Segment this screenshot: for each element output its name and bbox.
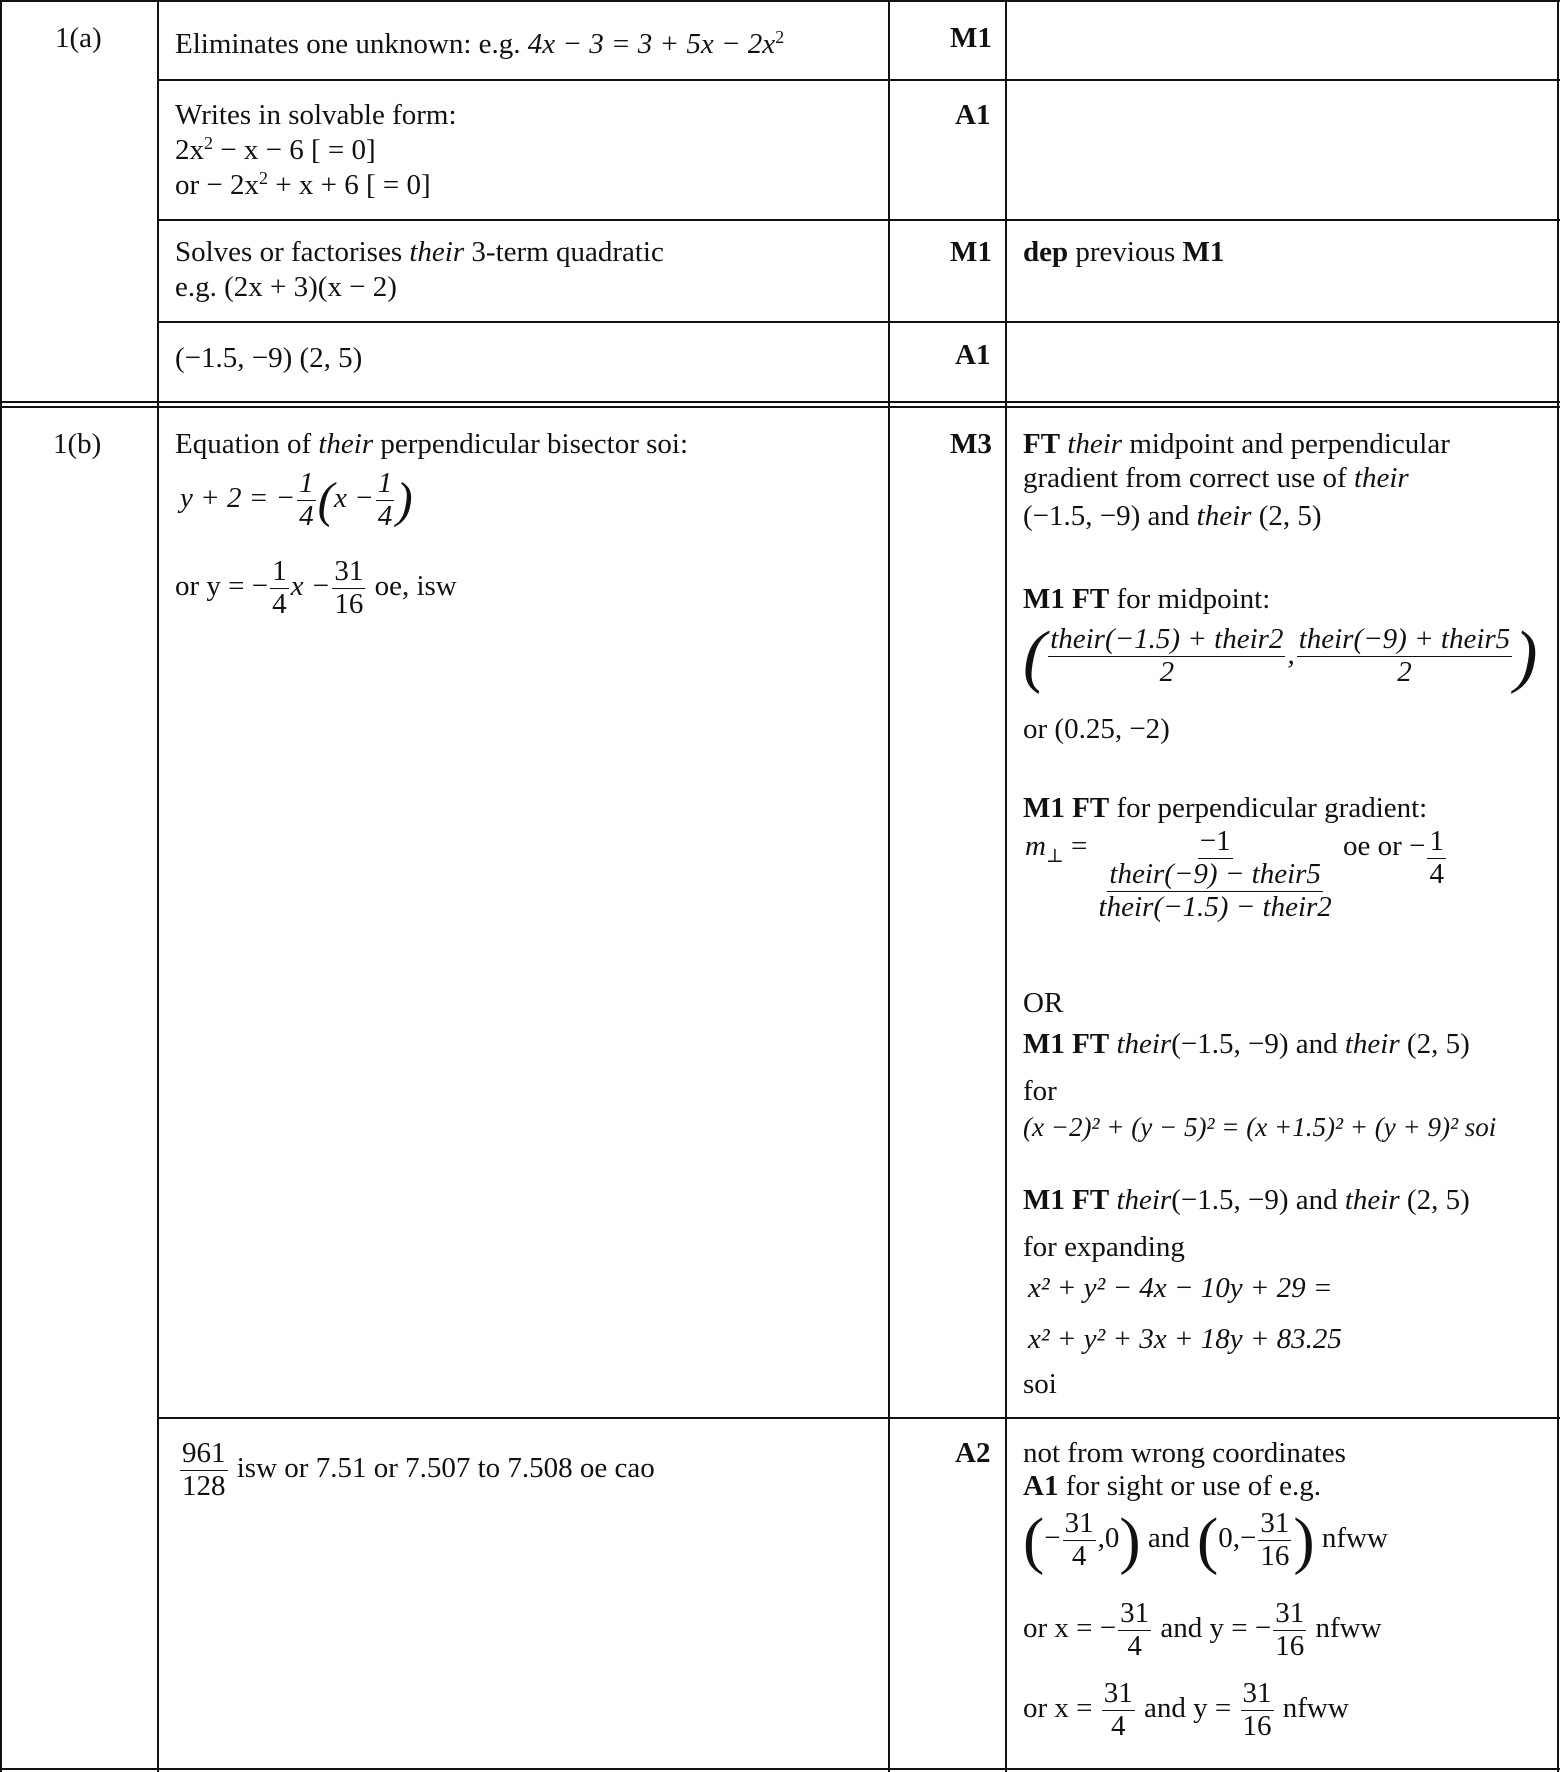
q1b-r2-answer xyxy=(178,1438,655,1503)
q1b-r2-ans-num: 961 xyxy=(182,1437,226,1469)
q1b-r1-eq1-den: 4 xyxy=(299,499,314,532)
q1b-h5-a: or x = xyxy=(1023,1692,1100,1725)
q1b-g3-their: their xyxy=(1196,500,1252,532)
q1a-r1-prefix: Eliminates one unknown: e.g. xyxy=(175,28,528,60)
q1b-r1-eq2-num: 1 xyxy=(272,555,287,587)
q1a-r4-answer: (−1.5, −9) (2, 5) xyxy=(175,342,363,374)
q1b-g14: for expanding xyxy=(1023,1231,1185,1263)
q1b-g11: for xyxy=(1023,1075,1057,1107)
q1b-h5 xyxy=(1023,1678,1349,1743)
q1b-h4-tail: nfww xyxy=(1308,1612,1382,1645)
q1a-r3-guidance-dep: dep xyxy=(1023,236,1069,268)
q1b-g1-rest: midpoint and perpendicular xyxy=(1122,428,1450,460)
q1b-h4-a: or x = − xyxy=(1023,1612,1117,1645)
q1b-r1-eq1-num: 1 xyxy=(299,467,314,499)
q1b-h4-mid: and y = − xyxy=(1153,1612,1272,1645)
q1b-g8-m: m xyxy=(1025,830,1046,862)
q1b-g5-num2: their(−9) + their5 xyxy=(1298,623,1511,656)
q1b-r1-line1 xyxy=(175,428,688,461)
q1a-r3-guidance xyxy=(1023,236,1224,269)
q1b-h2-rest: for sight or use of e.g. xyxy=(1058,1470,1322,1502)
q1b-g3-mid: and xyxy=(1140,500,1197,532)
q1b-g10-a: (−1.5, −9) xyxy=(1171,1028,1289,1060)
q1b-h5-den2: 16 xyxy=(1242,1709,1272,1742)
q1b-h3-num1: 31 xyxy=(1064,1507,1094,1539)
q1b-g13-mid: and xyxy=(1288,1184,1345,1216)
rule-bottom xyxy=(0,1768,1560,1770)
rule-1a-r3 xyxy=(157,321,1560,323)
q1b-h4 xyxy=(1023,1598,1382,1663)
q1b-h5-tail: nfww xyxy=(1275,1692,1349,1725)
q1b-h3-tail: nfww xyxy=(1314,1522,1388,1555)
q1b-r1-eq1: y + 2 = − $\frac{1}{4}$ (x − $\frac{1}{4}$ ) xyxy=(180,467,413,532)
q1b-g3-b: (2, 5) xyxy=(1251,500,1322,532)
q1b-h5-num1: 31 xyxy=(1103,1677,1133,1709)
q1a-r2-line2-b: − x − 6 [ = 0] xyxy=(212,134,376,166)
q1b-g13-b: M1 FT xyxy=(1023,1184,1110,1216)
q1b-g8-gradient xyxy=(1025,825,1448,924)
q1b-g3-a: (−1.5, −9) xyxy=(1023,500,1141,532)
q1b-g10-mid: and xyxy=(1288,1028,1345,1060)
q1a-r1-answer xyxy=(175,28,784,61)
q1b-h5-num2: 31 xyxy=(1242,1677,1272,1709)
q1a-r3-guidance-mid: previous xyxy=(1068,236,1183,268)
q1b-r1-eq2-num2: 31 xyxy=(334,555,364,587)
q1b-g2 xyxy=(1023,462,1409,495)
q1b-r1-eq1-num2: 1 xyxy=(377,467,393,499)
q1b-h3: (− $\frac{31}{4}$ ,0) and (0,− $\frac{31}{16}$ ) nfww xyxy=(1023,1504,1388,1576)
q1b-g1 xyxy=(1023,428,1450,461)
q1b-g8-sub: ⊥ xyxy=(1045,845,1064,867)
q1b-h3-num2: 31 xyxy=(1260,1507,1290,1539)
rule-col3 xyxy=(1005,0,1007,1772)
rule-col1 xyxy=(157,0,159,1772)
q1b-g8-top: −1 xyxy=(1199,825,1231,857)
q1b-h4-den2: 16 xyxy=(1275,1629,1305,1662)
q1b-g16: x² + y² + 3x + 18y + 83.25 xyxy=(1028,1323,1342,1355)
q1b-g3 xyxy=(1023,500,1322,533)
rule-1b-r1 xyxy=(157,1417,1560,1419)
q1b-g13-a: (−1.5, −9) xyxy=(1171,1184,1289,1216)
rule-left xyxy=(0,0,2,1772)
q1b-g8-tail: oe or − xyxy=(1343,830,1426,862)
q1b-g13 xyxy=(1023,1184,1470,1217)
q1b-h3-den1: 4 xyxy=(1071,1539,1087,1572)
q1a-r3-guidance-m1: M1 xyxy=(1182,236,1225,268)
q1a-r2-line3-sup: 2 xyxy=(259,168,268,189)
q1b-r1-eq1-den2: 4 xyxy=(377,499,393,532)
q1b-g8-fnum: 1 xyxy=(1429,825,1444,857)
q1b-g1-ft: FT xyxy=(1023,428,1061,460)
q1b-h5-den1: 4 xyxy=(1111,1709,1126,1742)
q1b-g15: x² + y² − 4x − 10y + 29 = xyxy=(1028,1272,1333,1304)
q1b-r1-line1-i: their xyxy=(318,428,374,460)
q1a-r4-mark: A1 xyxy=(955,339,991,371)
rule-section-b xyxy=(0,406,1560,408)
q1b-g6: or (0.25, −2) xyxy=(1023,713,1170,745)
q1b-g5-den1: 2 xyxy=(1159,656,1175,689)
q1b-r2-mark: A2 xyxy=(955,1437,991,1469)
q1b-g10-c: (2, 5) xyxy=(1399,1028,1470,1060)
q1b-r1-eq2-tail: oe, isw xyxy=(367,570,457,603)
question-label-1a: 1(a) xyxy=(55,22,102,54)
q1b-h1: not from wrong coordinates xyxy=(1023,1437,1346,1469)
q1b-g8-num: their(−9) − their5 xyxy=(1109,857,1321,890)
q1b-g10-their2: their xyxy=(1344,1028,1400,1060)
q1a-r3-line1 xyxy=(175,236,664,269)
q1b-g7-b: M1 FT xyxy=(1023,792,1110,824)
q1b-h2 xyxy=(1023,1470,1321,1503)
rule-1a-r1 xyxy=(157,79,1560,81)
rule-right xyxy=(1557,0,1559,1772)
rule-top xyxy=(0,0,1560,2)
q1b-r1-eq1-x: x − xyxy=(334,482,374,515)
q1a-r2-line3-b: + x + 6 [ = 0] xyxy=(268,169,431,201)
q1a-r1-eq: 4x − 3 = 3 + 5x − 2x xyxy=(527,28,776,60)
q1b-h5-mid: and y = xyxy=(1136,1692,1239,1725)
q1a-r3-line1-a: Solves or factorises xyxy=(175,236,410,268)
q1a-r3-line1-i: their xyxy=(409,236,465,268)
q1b-g10-b: M1 FT xyxy=(1023,1028,1110,1060)
q1b-g7-rest: for perpendicular gradient: xyxy=(1109,792,1428,824)
q1b-g9: OR xyxy=(1023,987,1064,1019)
rule-section-a xyxy=(0,401,1560,403)
q1b-g8-fden: 4 xyxy=(1429,857,1444,890)
q1b-g4-b: M1 FT xyxy=(1023,583,1110,615)
rule-col2 xyxy=(888,0,890,1772)
q1b-r1-eq2-a: or y = − xyxy=(175,570,269,603)
q1b-g4-rest: for midpoint: xyxy=(1109,583,1271,615)
q1b-g1-their: their xyxy=(1067,428,1123,460)
question-label-1b: 1(b) xyxy=(53,428,102,460)
q1b-g5-num1: their(−1.5) + their2 xyxy=(1050,623,1284,656)
q1b-g10-their: their xyxy=(1109,1028,1172,1060)
q1b-r1-eq2-x: x − xyxy=(290,570,331,603)
q1b-h3-mid: and xyxy=(1140,1522,1197,1555)
q1a-r2-line1: Writes in solvable form: xyxy=(175,99,457,131)
q1b-g13-their2: their xyxy=(1344,1184,1400,1216)
q1b-r1-eq2-den: 4 xyxy=(272,587,287,620)
q1b-h4-num1: 31 xyxy=(1120,1597,1150,1629)
q1a-r1-sup: 2 xyxy=(775,27,785,48)
q1b-g2-their: their xyxy=(1353,462,1409,494)
q1b-r1-eq2-den2: 16 xyxy=(334,587,364,620)
q1b-r2-ans-den: 128 xyxy=(182,1469,226,1502)
q1a-r1-mark: M1 xyxy=(950,22,992,54)
q1b-g5-den2: 2 xyxy=(1397,656,1412,689)
q1a-r2-line3 xyxy=(175,169,431,202)
q1b-g4 xyxy=(1023,583,1270,616)
q1b-r1-mark: M3 xyxy=(950,428,992,460)
q1b-g8-eq: = xyxy=(1063,830,1088,862)
q1b-g2-a: gradient from correct use of xyxy=(1023,462,1354,494)
q1b-g10 xyxy=(1023,1028,1470,1061)
q1b-h3-den2: 16 xyxy=(1260,1539,1290,1572)
q1b-r1-line1-a: Equation of xyxy=(175,428,319,460)
rule-1a-r2 xyxy=(157,219,1560,221)
q1b-r1-line1-b: perpendicular bisector soi: xyxy=(373,428,689,460)
q1a-r3-line2: e.g. (2x + 3)(x − 2) xyxy=(175,271,397,303)
q1a-r3-mark: M1 xyxy=(950,236,992,268)
q1b-g7 xyxy=(1023,792,1427,825)
q1a-r3-line1-b: 3-term quadratic xyxy=(464,236,664,268)
q1b-g17: soi xyxy=(1023,1368,1057,1400)
q1b-g12: (x −2)² + (y − 5)² = (x +1.5)² + (y + 9)² soi xyxy=(1023,1112,1497,1142)
q1a-r2-line3-a: or − 2x xyxy=(175,169,260,201)
q1b-r2-ans-tail: isw or 7.51 or 7.507 to 7.508 oe cao xyxy=(229,1452,655,1485)
q1b-g8-den: their(−1.5) − their2 xyxy=(1098,890,1332,923)
q1b-g13-their: their xyxy=(1109,1184,1172,1216)
q1b-r1-eq2 xyxy=(175,556,457,621)
q1b-r1-eq1-a: y + 2 = − xyxy=(180,482,296,515)
q1b-g13-c: (2, 5) xyxy=(1399,1184,1470,1216)
q1b-h4-num2: 31 xyxy=(1275,1597,1305,1629)
q1b-h4-den1: 4 xyxy=(1127,1629,1142,1662)
q1a-r2-line2 xyxy=(175,134,376,167)
q1a-r2-line2-a: 2x xyxy=(175,134,204,166)
q1b-h2-b: A1 xyxy=(1023,1470,1059,1502)
q1a-r2-mark: A1 xyxy=(955,99,991,131)
q1a-r2-line2-sup: 2 xyxy=(204,133,213,154)
q1b-g5-midpoint: ( $\frac{\text{their(−1.5) + their2}}{2}$ , $\frac{\text{their(−9) + their5}}{2}$ ) xyxy=(1023,618,1538,695)
